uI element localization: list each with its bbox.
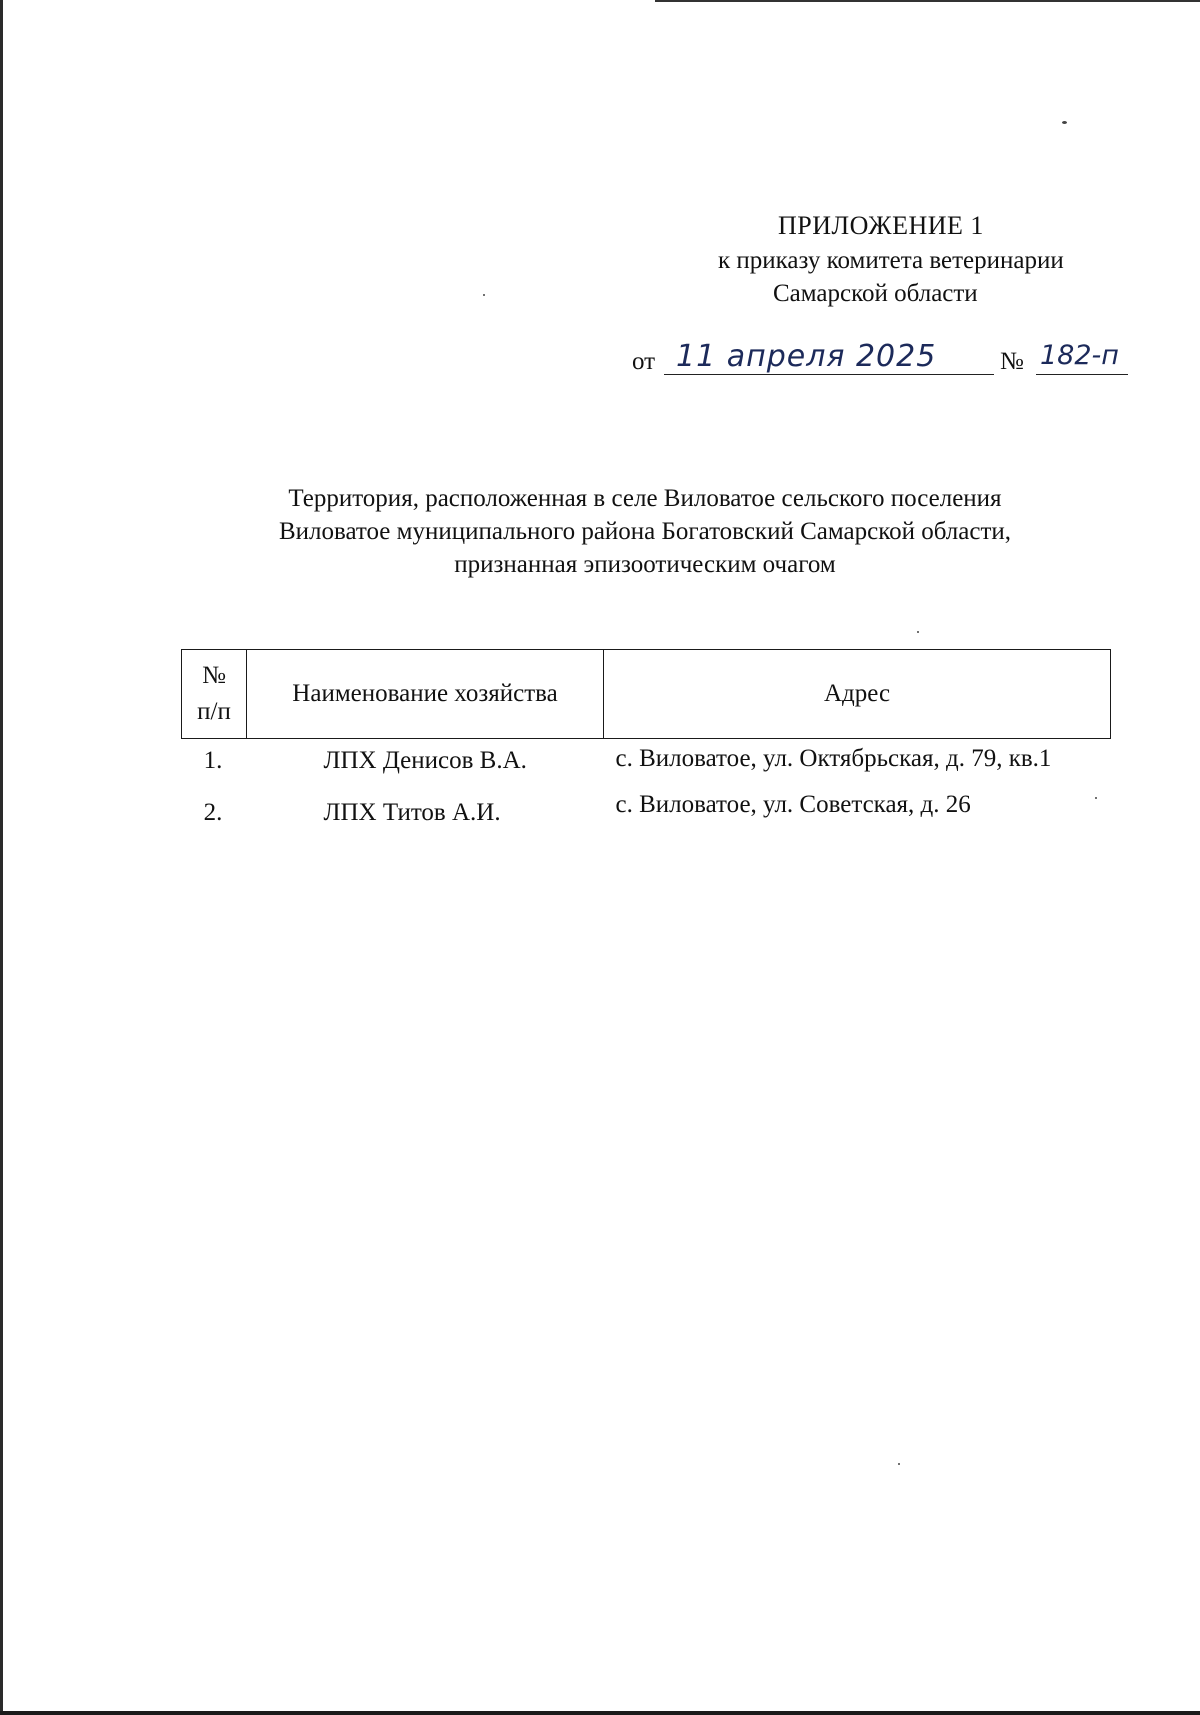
row-address: с. Виловатое, ул. Советская, д. 26 (615, 791, 971, 818)
order-prefix: от (632, 348, 656, 375)
scan-speck (898, 1463, 900, 1465)
row-farm-name-text: ЛПХ Титов А.И. (323, 799, 501, 826)
row-farm-name-text: ЛПХ Денисов В.А. (323, 747, 527, 774)
appendix-order-reference: к приказу комитета ветеринарии (718, 247, 1064, 274)
header-farm-name: Наименование хозяйства (247, 650, 604, 739)
row-address: с. Виловатое, ул. Октябрьская, д. 79, кв.1 (615, 745, 1052, 772)
heading-line: Территория, расположенная в селе Виловатое сельского поселения (288, 485, 1002, 512)
appendix-title: ПРИЛОЖЕНИЕ 1 (778, 211, 984, 240)
appendix-region: Самарской области (773, 280, 978, 307)
order-number-handwritten: 182-п (1036, 340, 1128, 375)
row-number (182, 739, 247, 792)
header-number-line: п/п (197, 698, 231, 725)
table-header-row (182, 650, 1111, 739)
header-number (182, 650, 247, 739)
heading-line: признанная эпизоотическим очагом (454, 551, 836, 578)
scan-speck (483, 294, 485, 296)
order-number-label: № (1000, 348, 1024, 375)
row-farm-name (247, 791, 604, 846)
row-number-text: 2. (203, 799, 223, 826)
header-number-line: № (202, 662, 226, 689)
document-heading (180, 482, 1110, 581)
heading-line: Виловатое муниципального района Богатовский Самарской области, (278, 518, 1012, 545)
order-date-handwritten: 11 апреля 2025 (664, 340, 994, 375)
farms-table (181, 649, 1111, 846)
row-number-text: 1. (203, 747, 223, 774)
header-address: Адрес (604, 650, 1111, 739)
row-farm-name (247, 739, 604, 792)
scan-edge-top (655, 0, 1200, 2)
table-row (182, 791, 1111, 846)
scan-speck (1062, 121, 1067, 124)
scan-edge-bottom (0, 1711, 1200, 1715)
scan-speck (917, 631, 919, 633)
table-row (182, 739, 1111, 792)
order-line (632, 339, 1119, 380)
scan-edge-left (0, 0, 3, 1715)
row-number (182, 791, 247, 846)
